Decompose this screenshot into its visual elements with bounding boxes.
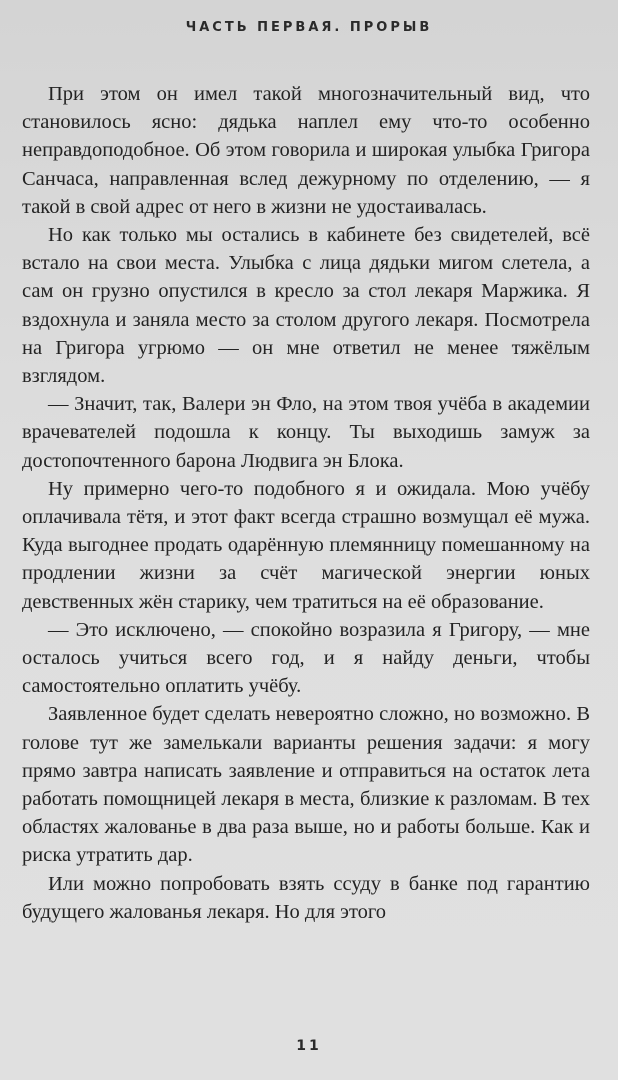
paragraph: — Значит, так, Валери эн Фло, на этом твоя учёба в академии врачевателей подошла к концу. Ты выходишь замуж за достопочтенного барона Людвига эн Блока. xyxy=(22,393,590,472)
paragraph: Или можно попробовать взять ссуду в банке под гарантию будущего жалованья лекаря. Но для этого xyxy=(22,872,590,923)
page-number: 11 xyxy=(296,1038,322,1054)
paragraph: Ну примерно чего-то подобного я и ожидала. Мою учёбу оплачивала тётя, и этот факт всегда страшно возмущал её мужа. Куда выгоднее продать одарённую племянницу помешанному на продлении жизни за счёт магической энергии юных девственных жён старику, чем тратиться на её образование. xyxy=(22,477,590,613)
paragraph: При этом он имел такой многозначительный вид, что становилось ясно: дядька наплел ему что-то особенно неправдоподобное. Об этом говорила и широкая улыбка Григора Санчаса, направленная вслед дежурному по отделению, — я такой в свой адрес от него в жизни не удостаивалась. xyxy=(22,83,590,218)
paragraph: Заявленное будет сделать невероятно сложно, но возможно. В голове тут же замелькали варианты решения задачи: я могу прямо завтра написать заявление и отправиться на остаток лета работать помощницей лекаря в места, близкие к разломам. В тех областях жалованье в два раза выше, но и работы больше. Как и риска утратить дар. xyxy=(22,703,590,867)
running-head: ЧАСТЬ ПЕРВАЯ. ПРОРЫВ xyxy=(185,20,433,35)
paragraph: Но как только мы остались в кабинете без свидетелей, всё встало на свои места. Улыбка с лица дядьки мигом слетела, а сам он грузно опустился в кресло за стол лекаря Маржика. Я вздохнула и заняла место за столом другого лекаря. Посмотрела на Григора угрюмо — он мне ответил не менее тяжёлым взглядом. xyxy=(22,224,590,388)
body-text xyxy=(22,80,590,926)
paragraph: — Это исключено, — спокойно возразила я Григору, — мне осталось учиться всего год, и я найду деньги, чтобы самостоятельно оплатить учёбу. xyxy=(22,618,590,698)
